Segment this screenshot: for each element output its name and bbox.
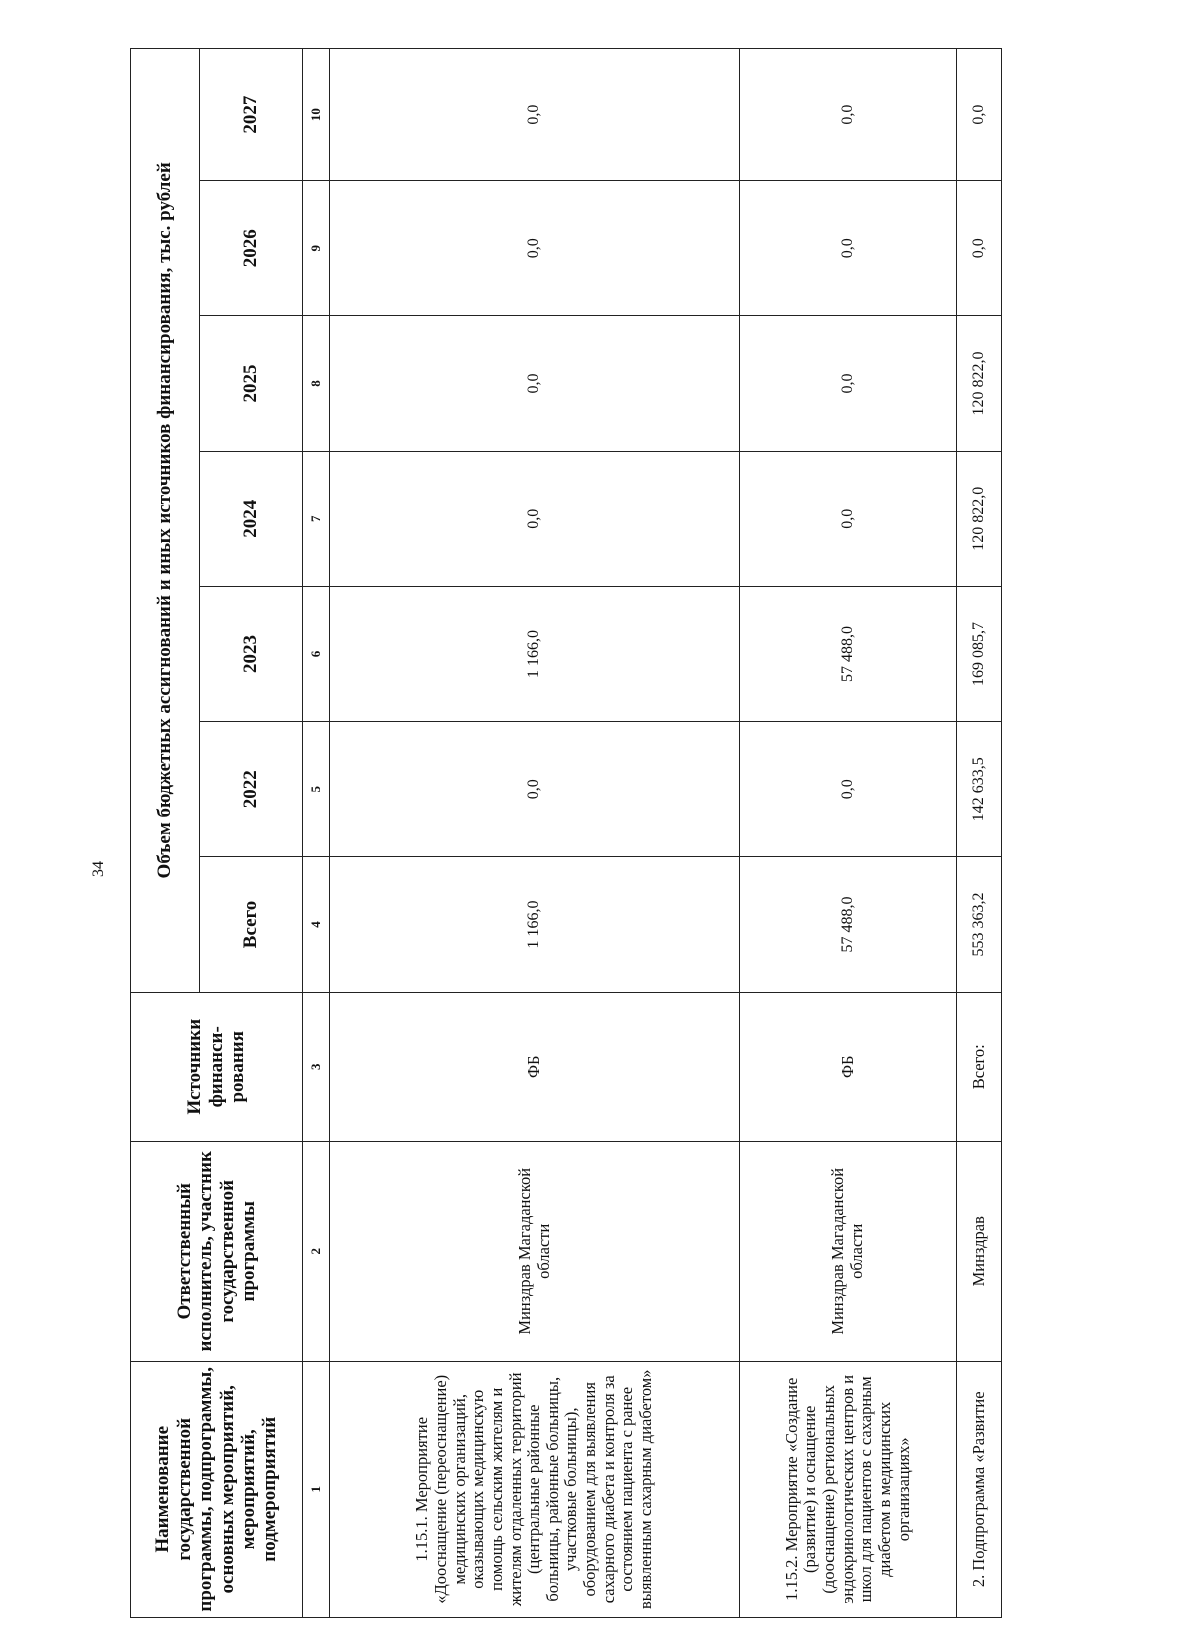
column-index: 3 <box>303 992 330 1141</box>
row-value: 0,0 <box>740 181 957 316</box>
row-value: 169 085,7 <box>957 586 1002 721</box>
header-year: 2022 <box>200 722 303 857</box>
row-source: ФБ <box>740 992 957 1141</box>
row-executor: Минздрав Магаданской области <box>330 1141 740 1361</box>
column-index: 1 <box>303 1361 330 1617</box>
row-value: 0,0 <box>740 451 957 586</box>
column-index: 6 <box>303 586 330 721</box>
financing-table <box>130 48 1002 1618</box>
row-value: 0,0 <box>330 181 740 316</box>
column-index: 10 <box>303 49 330 181</box>
row-executor: Минздрав Магаданской области <box>740 1141 957 1361</box>
header-name: Наименование государственной программы, подпрограммы, основных мероприятий, мероприятий, подмероприятий <box>131 1361 303 1617</box>
page-number: 34 <box>90 861 107 877</box>
row-value: 0,0 <box>740 722 957 857</box>
row-value: 0,0 <box>957 181 1002 316</box>
row-value: 57 488,0 <box>740 857 957 992</box>
row-value: 142 633,5 <box>957 722 1002 857</box>
row-name: 2. Подпрограмма «Развитие <box>957 1361 1002 1617</box>
column-index: 9 <box>303 181 330 316</box>
column-index: 5 <box>303 722 330 857</box>
row-value: 1 166,0 <box>330 857 740 992</box>
row-executor: Минздрав <box>957 1141 1002 1361</box>
header-year: 2023 <box>200 586 303 721</box>
table-row <box>957 49 1002 1618</box>
row-value: 0,0 <box>740 316 957 451</box>
header-year: 2025 <box>200 316 303 451</box>
row-value: 553 363,2 <box>957 857 1002 992</box>
header-year: Всего <box>200 857 303 992</box>
rotated-table-container <box>130 48 1130 1618</box>
column-index: 7 <box>303 451 330 586</box>
header-year: 2026 <box>200 181 303 316</box>
column-index: 2 <box>303 1141 330 1361</box>
row-value: 0,0 <box>330 722 740 857</box>
header-source: Источники финанси-рования <box>131 992 303 1141</box>
row-value: 1 166,0 <box>330 586 740 721</box>
header-row-1 <box>131 49 200 1618</box>
column-index: 8 <box>303 316 330 451</box>
row-value: 57 488,0 <box>740 586 957 721</box>
header-year: 2024 <box>200 451 303 586</box>
row-name: 1.15.2. Мероприятие «Создание (развитие) и оснащение (дооснащение) региональных эндокринологических центров и школ для пациентов с сахарным диабетом в медицинских организациях» <box>740 1361 957 1617</box>
row-value: 0,0 <box>330 451 740 586</box>
row-source: ФБ <box>330 992 740 1141</box>
row-value: 0,0 <box>330 49 740 181</box>
row-value: 0,0 <box>740 49 957 181</box>
row-value: 120 822,0 <box>957 316 1002 451</box>
header-year: 2027 <box>200 49 303 181</box>
header-financing-group: Объем бюджетных ассигнований и иных источников финансирования, тыс. рублей <box>131 49 200 993</box>
row-value: 120 822,0 <box>957 451 1002 586</box>
table-row <box>330 49 740 1618</box>
table-row <box>740 49 957 1618</box>
header-executor: Ответственный исполнитель, участник государственной программы <box>131 1141 303 1361</box>
row-source: Всего: <box>957 992 1002 1141</box>
row-name: 1.15.1. Мероприятие «Дооснащение (переоснащение) медицинских организаций, оказывающих медицинскую помощь сельским жителям и жителям отдаленных территорий (центральные районные больницы, районные больницы, участковые больницы), оборудованием для выявления сахарного диабета и контроля за состоянием пациента с ранее выявленным сахарным диабетом» <box>330 1361 740 1617</box>
column-index: 4 <box>303 857 330 992</box>
column-index-row <box>303 49 330 1618</box>
row-value: 0,0 <box>330 316 740 451</box>
row-value: 0,0 <box>957 49 1002 181</box>
